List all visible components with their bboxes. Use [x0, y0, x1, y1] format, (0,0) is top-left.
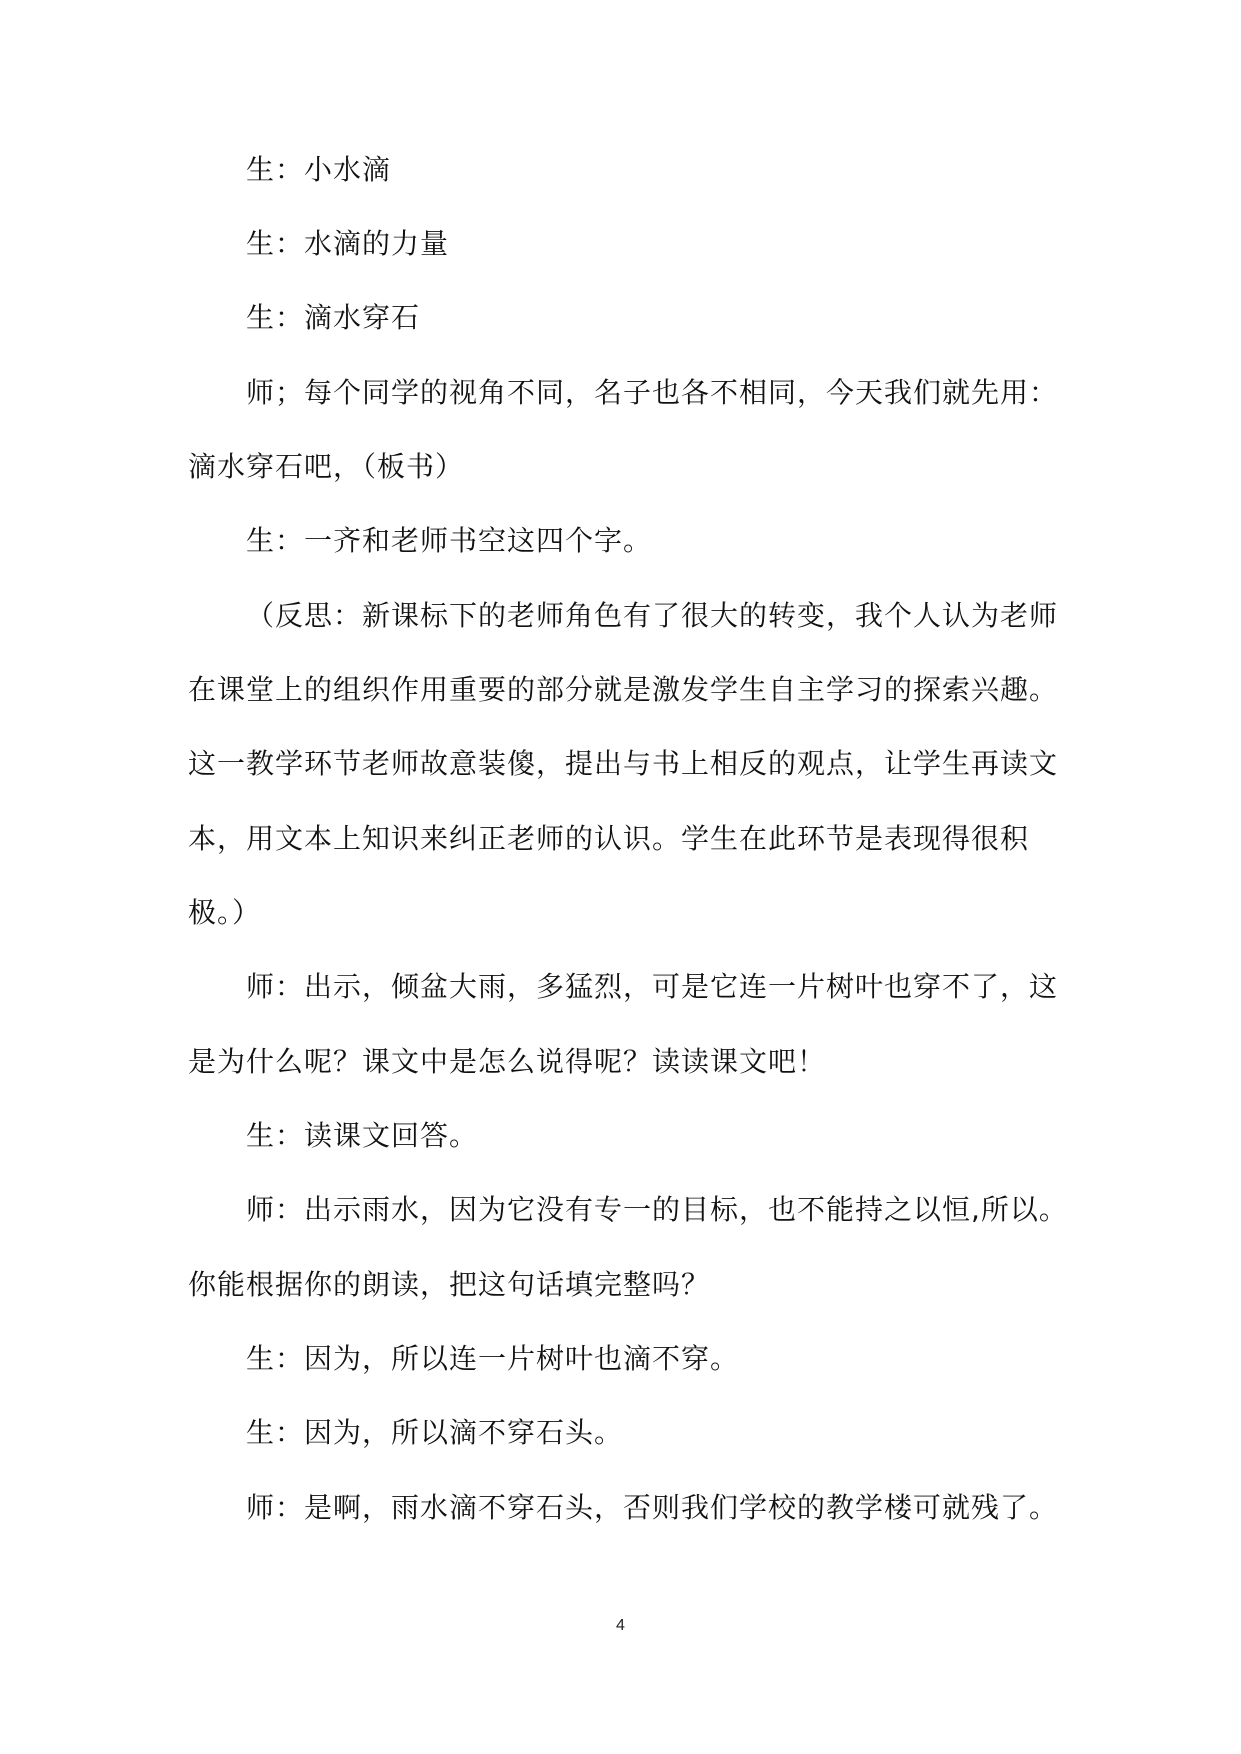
text-line: 是为什么呢？课文中是怎么说得呢？读读课文吧！	[188, 1045, 827, 1078]
text-line: 师；每个同学的视角不同，名子也各不相同，今天我们就先用：	[246, 376, 1059, 409]
text-line: 生：水滴的力量	[246, 227, 450, 260]
text-line: 师：出示，倾盆大雨，多猛烈，可是它连一片树叶也穿不了，这	[246, 970, 1059, 1003]
text-line: 这一教学环节老师故意装傻，提出与书上相反的观点，让学生再读文	[188, 747, 1059, 780]
text-line: 生：小水滴	[246, 153, 392, 186]
text-line: （反思：新课标下的老师角色有了很大的转变，我个人认为老师	[246, 599, 1059, 632]
text-line: 本，用文本上知识来纠正老师的认识。学生在此环节是表现得很积	[188, 822, 1030, 855]
text-line: 在课堂上的组织作用重要的部分就是激发学生自主学习的探索兴趣。	[188, 673, 1059, 706]
text-line: 生：因为，所以滴不穿石头。	[246, 1416, 624, 1449]
text-line: 你能根据你的朗读，把这句话填完整吗？	[188, 1268, 711, 1301]
page-number: 4	[616, 1617, 625, 1634]
text-line: 滴水穿石吧，（板书）	[188, 450, 465, 483]
text-line: 生：读课文回答。	[246, 1119, 479, 1152]
text-line: 师：出示雨水，因为它没有专一的目标，也不能持之以恒,所以。	[246, 1193, 1068, 1226]
text-line: 生：一齐和老师书空这四个字。	[246, 524, 653, 557]
text-line: 师：是啊，雨水滴不穿石头，否则我们学校的教学楼可就残了。	[246, 1491, 1059, 1524]
text-line: 生：滴水穿石	[246, 301, 421, 334]
text-line: 生：因为，所以连一片树叶也滴不穿。	[246, 1342, 740, 1375]
text-line: 极。）	[188, 896, 262, 929]
